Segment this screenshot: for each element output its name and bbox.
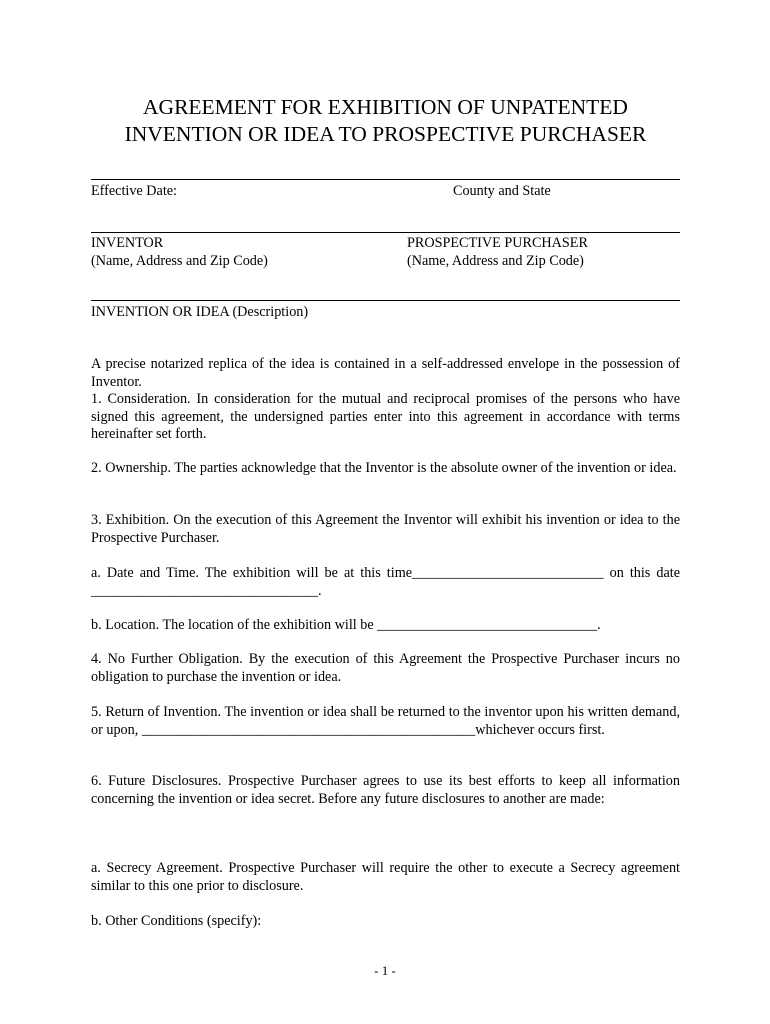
invention-label: INVENTION OR IDEA (Description) <box>91 304 309 320</box>
exhibition-paragraph: 3. Exhibition. On the execution of this Agreement the Inventor will exhibit his invention or idea to the Prospective Purchaser. <box>91 512 680 546</box>
page-number: - 1 - <box>374 963 396 978</box>
date-time-paragraph: a. Date and Time. The exhibition will be at this time___________________________ on this date ________________________________. <box>91 565 680 599</box>
effective-date-label: Effective Date: <box>91 183 177 199</box>
ownership-paragraph: 2. Ownership. The parties acknowledge that the Inventor is the absolute owner of the invention or idea. <box>91 460 677 476</box>
title-line-1: AGREEMENT FOR EXHIBITION OF UNPATENTED <box>143 95 628 119</box>
inventor-label: INVENTOR <box>91 235 164 251</box>
secrecy-paragraph: a. Secrecy Agreement. Prospective Purchaser will require the other to execute a Secrecy agreement similar to this one prior to disclosure. <box>91 860 680 894</box>
title-line-2: INVENTION OR IDEA TO PROSPECTIVE PURCHASER <box>124 122 647 146</box>
county-state-label: County and State <box>453 183 551 199</box>
divider-line <box>91 179 680 180</box>
return-paragraph: 5. Return of Invention. The invention or idea shall be returned to the inventor upon his written demand, or upon, _______________________________________________whichever occurs first. <box>91 704 680 738</box>
no-obligation-paragraph: 4. No Further Obligation. By the execution of this Agreement the Prospective Purchaser incurs no obligation to purchase the invention or idea. <box>91 651 680 685</box>
location-paragraph: b. Location. The location of the exhibition will be _______________________________. <box>91 617 601 633</box>
divider-line <box>91 232 680 233</box>
inventor-sublabel: (Name, Address and Zip Code) <box>91 253 268 269</box>
disclosures-paragraph: 6. Future Disclosures. Prospective Purchaser agrees to use its best efforts to keep all information concerning the invention or idea secret. Before any future disclosures to another are made: <box>91 773 680 807</box>
consideration-paragraph: 1. Consideration. In consideration for the mutual and reciprocal promises of the persons who have signed this agreement, the undersigned parties enter into this agreement in accordance with terms hereinafter set forth. <box>91 391 680 443</box>
purchaser-label: PROSPECTIVE PURCHASER <box>407 235 588 251</box>
purchaser-sublabel: (Name, Address and Zip Code) <box>407 253 584 269</box>
divider-line <box>91 300 680 301</box>
document-title <box>91 94 680 148</box>
body-block-1 <box>91 356 680 444</box>
replica-paragraph: A precise notarized replica of the idea is contained in a self-addressed envelope in the possession of Inventor. <box>91 356 680 390</box>
other-conditions-paragraph: b. Other Conditions (specify): <box>91 913 262 929</box>
